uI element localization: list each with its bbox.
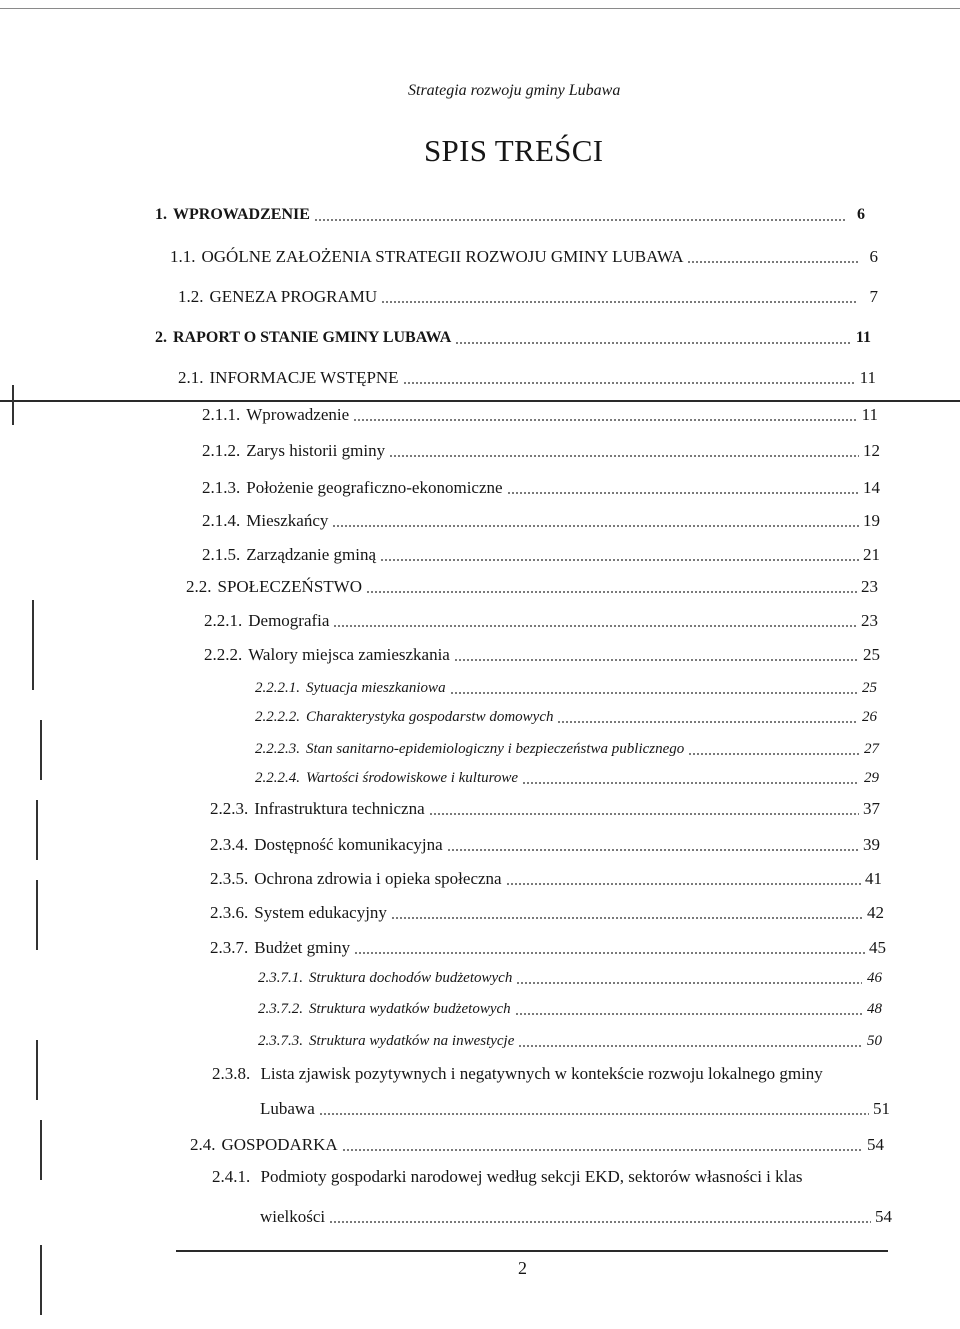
toc-entry: 2.2.2.3. Stan sanitarno-epidemiologiczny i bezpieczeństwa publicznego 27 — [255, 741, 879, 757]
toc-entry: 2.3.7.1. Struktura dochodów budżetowych 46 — [258, 970, 882, 986]
toc-entry: 2.3.4. Dostępność komunikacyjna 39 — [210, 835, 880, 854]
toc-entry: 1. WPROWADZENIE 6 — [155, 206, 865, 223]
toc-entry: 1.2. GENEZA PROGRAMU 7 — [178, 287, 878, 306]
toc-entry-line2: Lubawa 51 — [260, 1099, 890, 1118]
binder-mark — [40, 1245, 42, 1315]
binder-mark — [36, 800, 38, 860]
binder-mark — [40, 720, 42, 780]
toc-entry: 2.1.1. Wprowadzenie 11 — [202, 405, 878, 424]
toc-entry: 2.1. INFORMACJE WSTĘPNE 11 — [178, 368, 876, 387]
toc-entry: 2.3.5. Ochrona zdrowia i opieka społeczna 41 — [210, 869, 882, 888]
toc-entry: 2.2.2.2. Charakterystyka gospodarstw domowych 26 — [255, 709, 877, 725]
toc-entry-line2: wielkości 54 — [260, 1207, 892, 1226]
binder-mark — [40, 1120, 42, 1180]
binder-mark — [12, 385, 14, 425]
toc-entry: 2.2. SPOŁECZEŃSTWO 23 — [186, 577, 878, 596]
toc-entry: 2.1.4. Mieszkańcy 19 — [202, 511, 880, 530]
page-title: SPIS TREŚCI — [424, 133, 604, 168]
binder-mark — [36, 880, 38, 950]
toc-entry: 2.4. GOSPODARKA 54 — [190, 1135, 884, 1154]
binder-mark — [36, 1040, 38, 1100]
toc-entry-line1: 2.3.8. Lista zjawisk pozytywnych i negatywnych w kontekście rozwoju lokalnego gminy — [212, 1064, 823, 1083]
toc-entry: 2.3.7.2. Struktura wydatków budżetowych 48 — [258, 1001, 882, 1017]
toc-entry: 2.1.3. Położenie geograficzno-ekonomiczne 14 — [202, 478, 880, 497]
toc-entry: 2.3.6. System edukacyjny 42 — [210, 903, 884, 922]
page-number: 2 — [518, 1258, 527, 1278]
scan-edge-line — [0, 8, 960, 9]
toc-entry: 2.3.7. Budżet gminy 45 — [210, 938, 886, 957]
toc-entry: 2.1.5. Zarządzanie gminą 21 — [202, 545, 880, 564]
toc-entry: 2.1.2. Zarys historii gminy 12 — [202, 441, 880, 460]
toc-entry: 2.2.3. Infrastruktura techniczna 37 — [210, 799, 880, 818]
toc-entry-line1: 2.4.1. Podmioty gospodarki narodowej według sekcji EKD, sektorów własności i klas — [212, 1167, 803, 1186]
toc-entry: 2. RAPORT O STANIE GMINY LUBAWA 11 — [155, 329, 871, 346]
toc-entry: 2.2.2.1. Sytuacja mieszkaniowa 25 — [255, 680, 877, 696]
toc-entry: 2.3.7.3. Struktura wydatków na inwestycje 50 — [258, 1033, 882, 1049]
scan-artifact-line — [0, 400, 960, 402]
footer-rule — [176, 1250, 888, 1252]
toc-entry: 2.2.2. Walory miejsca zamieszkania 25 — [204, 645, 880, 664]
running-header: Strategia rozwoju gminy Lubawa — [408, 82, 621, 99]
toc-entry: 2.2.2.4. Wartości środowiskowe i kulturowe 29 — [255, 770, 879, 786]
toc-entry: 2.2.1. Demografia 23 — [204, 611, 878, 630]
toc-entry: 1.1. OGÓLNE ZAŁOŻENIA STRATEGII ROZWOJU GMINY LUBAWA 6 — [170, 247, 878, 266]
binder-mark — [32, 600, 34, 690]
